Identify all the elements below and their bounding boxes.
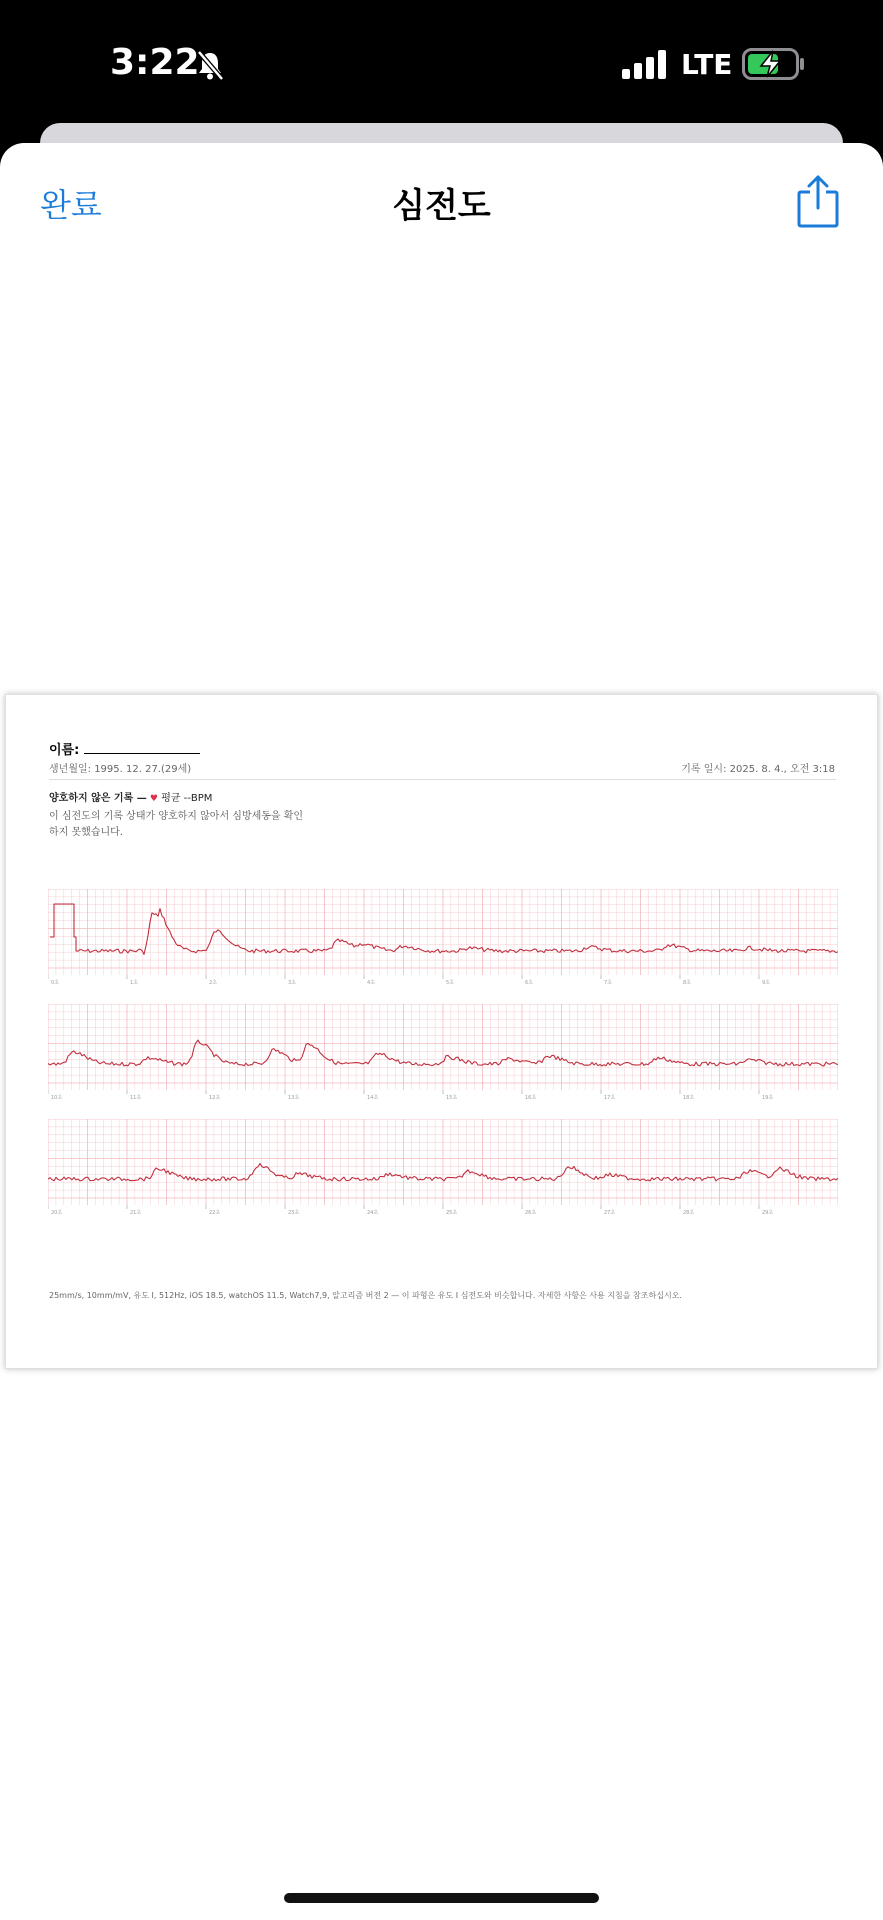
ecg-grid	[48, 1119, 838, 1205]
tick-label: 23초	[288, 1210, 300, 1216]
status-bar	[0, 0, 883, 125]
tick-label: 20초	[51, 1210, 63, 1216]
tick-label: 11초	[130, 1095, 142, 1101]
name-field	[49, 739, 200, 758]
ecg-report-page	[5, 694, 878, 1369]
tick-label: 15초	[446, 1095, 458, 1101]
done-button[interactable]: 완료	[40, 186, 102, 224]
average-bpm: 평균 --BPM	[161, 793, 213, 804]
tick-label: 26초	[525, 1210, 537, 1216]
ecg-strip-2	[48, 1004, 838, 1102]
tick-label: 22초	[209, 1210, 221, 1216]
footer-note: 25mm/s, 10mm/mV, 유도 I, 512Hz, iOS 18.5, watchOS 11.5, Watch7,9, 알고리즘 버전 2 — 이 파형은 유도 I 심전도와 비슷합니다. 자세한 사항은 사용 지침을 참조하십시오.	[49, 1291, 682, 1300]
tick-label: 7초	[604, 980, 613, 986]
tick-label: 19초	[762, 1095, 774, 1101]
birth-date: 생년월일: 1995. 12. 27.(29세)	[49, 764, 192, 775]
tick-label: 10초	[51, 1095, 63, 1101]
tick-label: 18초	[683, 1095, 695, 1101]
tick-label: 16초	[525, 1095, 537, 1101]
tick-label: 0초	[51, 980, 60, 986]
battery-charging-icon	[742, 48, 806, 80]
tick-label: 3초	[288, 980, 297, 986]
name-label: 이름:	[49, 743, 80, 758]
tick-label: 17초	[604, 1095, 616, 1101]
status-time: 3:22	[110, 42, 200, 83]
tick-label: 8초	[683, 980, 692, 986]
name-blank	[84, 741, 200, 754]
tick-label: 12초	[209, 1095, 221, 1101]
signal-icon	[622, 50, 668, 80]
tick-label: 28초	[683, 1210, 695, 1216]
tick-label: 5초	[446, 980, 455, 986]
recorded-date: 기록 일시: 2025. 8. 4., 오전 3:18	[681, 764, 835, 775]
tick-label: 25초	[446, 1210, 458, 1216]
tick-label: 13초	[288, 1095, 300, 1101]
page-title: 심전도	[392, 186, 491, 226]
tick-label: 29초	[762, 1210, 774, 1216]
ecg-grid	[48, 889, 838, 975]
bell-slash-icon	[193, 48, 227, 82]
ecg-strip-1	[48, 889, 838, 987]
result-label: 양호하지 않은 기록 —	[49, 793, 147, 804]
network-type: LTE	[681, 48, 733, 81]
tick-label: 27초	[604, 1210, 616, 1216]
home-indicator[interactable]	[284, 1893, 599, 1903]
tick-label: 24초	[367, 1210, 379, 1216]
divider	[49, 779, 836, 780]
tick-label: 9초	[762, 980, 771, 986]
tick-label: 14초	[367, 1095, 379, 1101]
tick-label: 4초	[367, 980, 376, 986]
tick-label: 1초	[130, 980, 139, 986]
heart-icon: ♥	[149, 794, 158, 804]
tick-label: 21초	[130, 1210, 142, 1216]
tick-label: 2초	[209, 980, 218, 986]
ecg-strip-3	[48, 1119, 838, 1217]
result-description: 이 심전도의 기록 상태가 양호하지 않아서 심방세동을 확인하지 못했습니다.	[49, 811, 304, 838]
share-icon[interactable]	[796, 174, 840, 228]
result-line	[49, 789, 212, 804]
ecg-grid	[48, 1004, 838, 1090]
tick-label: 6초	[525, 980, 534, 986]
